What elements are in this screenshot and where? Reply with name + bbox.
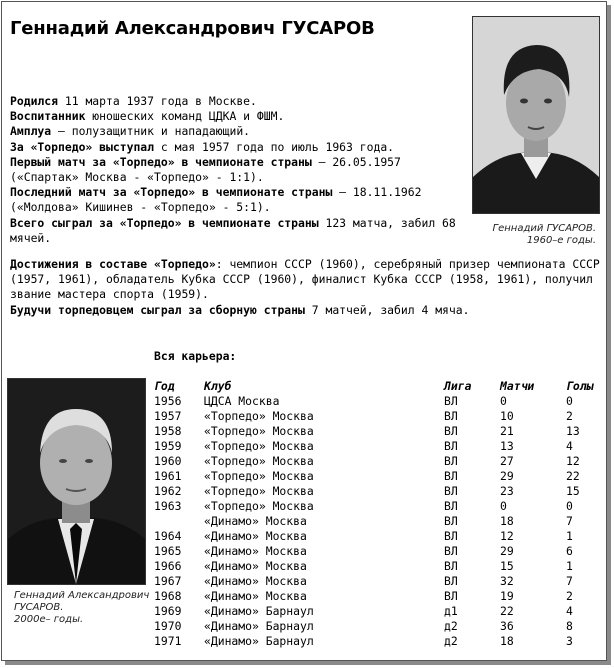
cell-goals: 7 <box>566 514 573 528</box>
cell-club: «Торпедо» Москва <box>204 409 314 423</box>
biography-block-wide <box>10 257 600 318</box>
cell-club: ЦДСА Москва <box>204 394 280 408</box>
cell-club: «Торпедо» Москва <box>204 454 314 468</box>
cell-league: ВЛ <box>444 529 458 543</box>
cell-matches: 36 <box>500 619 514 633</box>
cell-year: 1967 <box>154 574 182 588</box>
table-row <box>152 544 606 559</box>
page-title: Геннадий Александрович ГУСАРОВ <box>10 18 375 39</box>
cell-league: ВЛ <box>444 544 458 558</box>
cell-club: «Динамо» Москва <box>204 574 307 588</box>
cell-year: 1964 <box>154 529 182 543</box>
table-row <box>152 454 606 469</box>
cell-league: д1 <box>444 604 458 618</box>
cell-club: «Торпедо» Москва <box>204 469 314 483</box>
cell-club: «Динамо» Москва <box>204 589 307 603</box>
portrait-photo-old <box>7 378 146 585</box>
bio-first-match: Первый матч за «Торпедо» в чемпионате страны – 26.05.1957 («Спартак» Москва - «Торпедо» - 1:1). <box>10 154 401 185</box>
table-row <box>152 484 606 499</box>
bio-total: Всего сыграл за «Торпедо» в чемпионате страны 123 матча, забил 68 мячей. <box>10 215 456 245</box>
cell-year: 1970 <box>154 619 182 633</box>
cell-year: 1968 <box>154 589 182 603</box>
column-header-year: Год <box>154 379 175 393</box>
table-row <box>152 394 606 409</box>
cell-league: ВЛ <box>444 439 458 453</box>
cell-matches: 29 <box>500 469 514 483</box>
cell-goals: 0 <box>566 394 573 408</box>
table-row <box>152 619 606 634</box>
cell-matches: 29 <box>500 544 514 558</box>
portrait-young-illustration <box>473 17 599 213</box>
cell-goals: 0 <box>566 499 573 513</box>
table-row <box>152 604 606 619</box>
caption-line: ГУСАРОВ. <box>14 602 64 613</box>
cell-matches: 21 <box>500 424 514 438</box>
cell-league: ВЛ <box>444 454 458 468</box>
column-header-club: Клуб <box>204 379 232 393</box>
bio-torpedo-period: За «Торпедо» выступал с мая 1957 года по июль 1963 года. <box>10 139 395 154</box>
cell-year: 1961 <box>154 469 182 483</box>
cell-league: ВЛ <box>444 589 458 603</box>
cell-year: 1962 <box>154 484 182 498</box>
cell-league: д2 <box>444 619 458 633</box>
cell-matches: 23 <box>500 484 514 498</box>
cell-matches: 27 <box>500 454 514 468</box>
cell-year: 1969 <box>154 604 182 618</box>
cell-matches: 10 <box>500 409 514 423</box>
portrait-old-illustration <box>8 379 145 584</box>
career-header-row <box>152 378 606 394</box>
cell-club: «Динамо» Барнаул <box>204 634 314 648</box>
caption-line: 1960–е годы. <box>526 235 596 246</box>
caption-line: 2000е– годы. <box>14 614 84 625</box>
cell-goals: 7 <box>566 574 573 588</box>
cell-goals: 2 <box>566 589 573 603</box>
table-row <box>152 589 606 604</box>
table-row <box>152 559 606 574</box>
cell-goals: 2 <box>566 409 573 423</box>
career-heading: Вся карьера: <box>154 349 237 363</box>
career-table-body <box>152 394 606 649</box>
cell-league: ВЛ <box>444 559 458 573</box>
cell-year: 1971 <box>154 634 182 648</box>
career-table <box>152 378 606 649</box>
cell-league: ВЛ <box>444 514 458 528</box>
cell-league: ВЛ <box>444 394 458 408</box>
column-header-matches: Матчи <box>500 379 535 393</box>
table-row <box>152 469 606 484</box>
table-row <box>152 439 606 454</box>
cell-year: 1965 <box>154 544 182 558</box>
cell-league: ВЛ <box>444 499 458 513</box>
bio-achievements: Достижения в составе «Торпедо»: чемпион СССР (1960), серебряный призер чемпионата СССР (1957, 1961), обладатель Кубка СССР (1960), финалист Кубка СССР (1958, 1961), получил звание мастера спорта (1959). <box>10 257 600 302</box>
table-row <box>152 409 606 424</box>
cell-goals: 1 <box>566 559 573 573</box>
cell-club: «Динамо» Барнаул <box>204 619 314 633</box>
caption-line: Геннадий Александрович <box>14 590 150 601</box>
cell-year: 1966 <box>154 559 182 573</box>
bio-last-match: Последний матч за «Торпедо» в чемпионате страны – 18.11.1962 («Молдова» Кишинев - «Торпедо» - 5:1). <box>10 185 422 215</box>
cell-goals: 1 <box>566 529 573 543</box>
cell-league: д2 <box>444 634 458 648</box>
cell-club: «Динамо» Барнаул <box>204 604 314 618</box>
cell-league: ВЛ <box>444 469 458 483</box>
cell-club: «Динамо» Москва <box>204 559 307 573</box>
cell-club: «Торпедо» Москва <box>204 439 314 453</box>
cell-matches: 18 <box>500 634 514 648</box>
cell-league: ВЛ <box>444 574 458 588</box>
table-row <box>152 574 606 589</box>
cell-goals: 22 <box>566 469 580 483</box>
column-header-goals: Голы <box>566 379 594 393</box>
bio-role: Амплуа – полузащитник и нападающий. <box>10 124 251 139</box>
cell-club: «Торпедо» Москва <box>204 424 314 438</box>
table-row <box>152 634 606 649</box>
cell-matches: 12 <box>500 529 514 543</box>
cell-year: 1957 <box>154 409 182 423</box>
cell-year: 1963 <box>154 499 182 513</box>
cell-year <box>152 514 202 529</box>
cell-club: «Динамо» Москва <box>204 529 307 543</box>
cell-club: «Динамо» Москва <box>204 514 307 528</box>
cell-matches: 13 <box>500 439 514 453</box>
cell-league: ВЛ <box>444 424 458 438</box>
biography-block <box>10 94 465 246</box>
cell-matches: 22 <box>500 604 514 618</box>
cell-league: ВЛ <box>444 409 458 423</box>
cell-matches: 19 <box>500 589 514 603</box>
cell-goals: 4 <box>566 604 573 618</box>
portrait-photo-young <box>472 16 600 214</box>
cell-club: «Торпедо» Москва <box>204 499 314 513</box>
cell-goals: 12 <box>566 454 580 468</box>
cell-goals: 13 <box>566 424 580 438</box>
cell-matches: 32 <box>500 574 514 588</box>
table-row <box>152 499 606 514</box>
cell-matches: 0 <box>500 394 507 408</box>
cell-goals: 3 <box>566 634 573 648</box>
cell-matches: 15 <box>500 559 514 573</box>
column-header-league: Лига <box>444 379 472 393</box>
bio-youth: Воспитанник юношеских команд ЦДКА и ФШМ. <box>10 109 285 124</box>
photo-caption-young <box>472 223 596 247</box>
table-row <box>152 424 606 439</box>
caption-line: Геннадий ГУСАРОВ. <box>492 223 596 234</box>
table-row <box>152 514 606 529</box>
cell-club: «Торпедо» Москва <box>204 484 314 498</box>
cell-club: «Динамо» Москва <box>204 544 307 558</box>
cell-goals: 8 <box>566 619 573 633</box>
cell-matches: 18 <box>500 514 514 528</box>
cell-goals: 15 <box>566 484 580 498</box>
table-row <box>152 529 606 544</box>
cell-goals: 4 <box>566 439 573 453</box>
cell-goals: 6 <box>566 544 573 558</box>
cell-league: ВЛ <box>444 484 458 498</box>
cell-year: 1958 <box>154 424 182 438</box>
bio-born: Родился 11 марта 1937 года в Москве. <box>10 94 257 108</box>
cell-year: 1959 <box>154 439 182 453</box>
cell-year: 1960 <box>154 454 182 468</box>
cell-year: 1956 <box>154 394 182 408</box>
profile-card <box>1 1 607 661</box>
photo-caption-old <box>14 590 154 626</box>
cell-matches: 0 <box>500 499 507 513</box>
bio-national-team: Будучи торпедовцем сыграл за сборную страны 7 матчей, забил 4 мяча. <box>10 302 470 317</box>
